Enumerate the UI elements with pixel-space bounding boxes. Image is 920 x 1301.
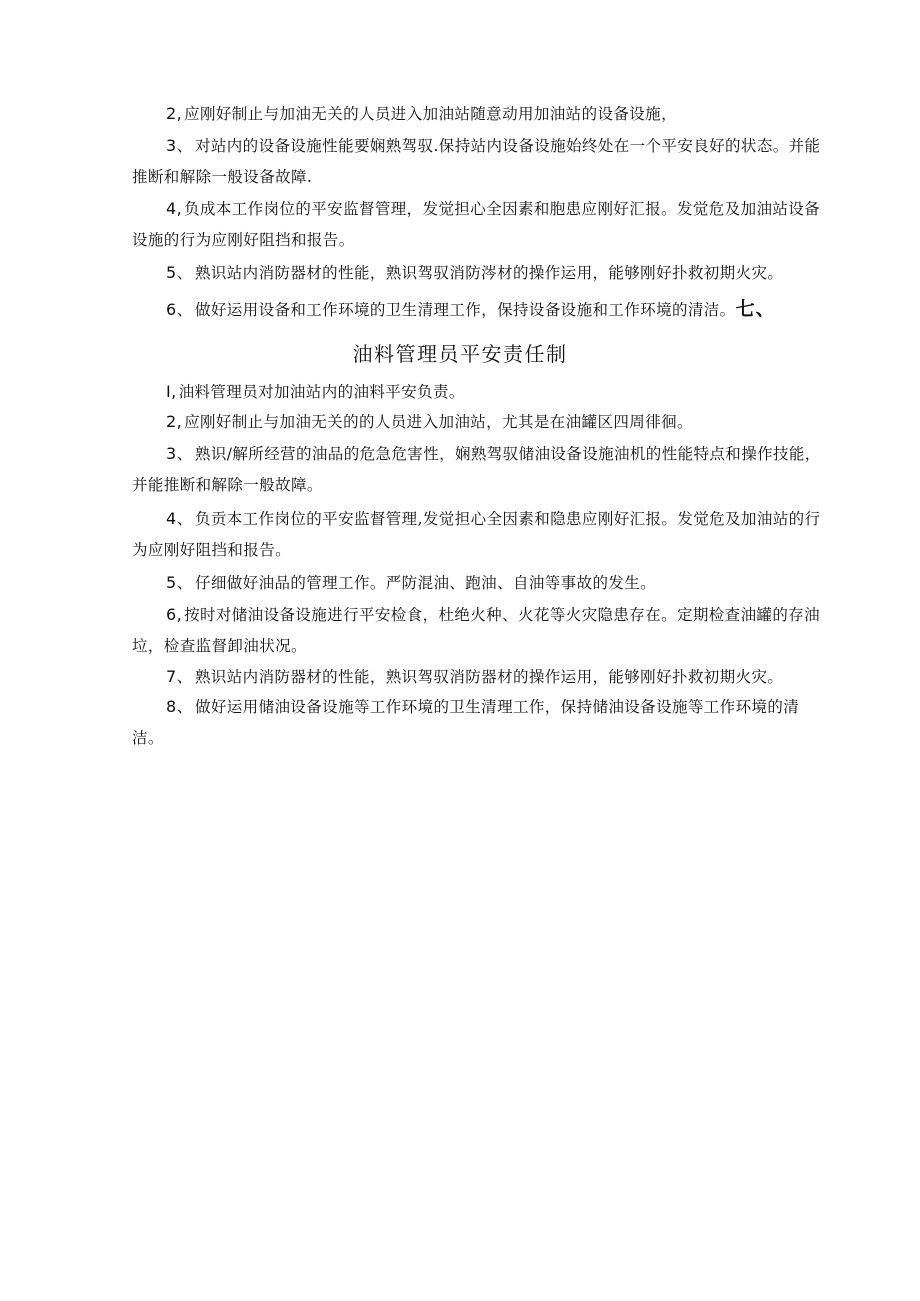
paragraph-item-5 [132, 257, 822, 289]
item-text: 负成本工作岗位的平安监督管理，发觉担心全因素和胞患应刚好汇报。发觉危及加油站设备设施的行为应刚好阻挡和报告。 [132, 200, 821, 249]
item-text: 按时对储油设备设施进行平安检食，杜绝火种、火花等火灾隐患存在。定期检查油罐的存油垃，检查监督卸油状况。 [132, 606, 821, 655]
paragraph-item-3 [132, 130, 822, 193]
paragraph-item-6 [132, 294, 822, 326]
item-text: 熟识/解所经营的油品的危急危害性，娴熟驾驭储油设备设施油机的性能特点和操作技能，并能推断和解除一般故障。 [132, 445, 821, 494]
item-text: 应刚好制止与加油无关的人员进入加油站随意动用加油站的设备设施， [184, 105, 677, 123]
item-number: 8、 [166, 697, 193, 716]
item-text: 做好运用储油设备设施等工作环境的卫生清理工作，保持储油设备设施等工作环境的清洁。 [132, 698, 800, 747]
paragraph-item-2 [132, 406, 822, 438]
paragraph-item-8 [132, 691, 822, 754]
section-title: 油料管理员平安责任制 [352, 342, 568, 366]
paragraph-item-1 [132, 376, 822, 408]
item-number: 2, [166, 104, 183, 123]
item-number: 4、 [166, 509, 193, 528]
item-number: 4, [166, 199, 183, 218]
paragraph-item-5 [132, 567, 822, 599]
paragraph-item-2 [132, 98, 822, 130]
item-text: 对站内的设备设施性能要娴熟驾驭.保持站内设备设施始终处在一个平安良好的状态。并能推断和解除一般设备故障. [132, 137, 821, 186]
item-number: 2, [166, 412, 183, 431]
paragraph-item-3 [132, 438, 822, 501]
paragraph-item-4 [132, 503, 822, 566]
item-number: 5、 [166, 573, 193, 592]
item-number: 3、 [166, 136, 193, 155]
item-text: 负贡本工作岗位的平安监督管理,发觉担心全因素和隐患应刚好汇报。发觉危及加油站的行为应刚好阻挡和报告。 [132, 510, 821, 559]
item-number: 5、 [166, 263, 193, 282]
item-text: 油料管理员对加油站内的油料平安负责。 [178, 383, 465, 401]
item-text: 仔细做好油品的管理工作。严防混油、跑油、自油等事故的发生。 [194, 574, 657, 592]
paragraph-item-4 [132, 193, 822, 256]
paragraph-item-7 [132, 661, 822, 693]
item-number: I, [166, 382, 177, 401]
item-number: 3、 [166, 444, 193, 463]
paragraph-item-6 [132, 599, 822, 662]
item-number: 7、 [166, 667, 193, 686]
item-text: 熟识站内消防器材的性能，熟识驾驭消防涔材的操作运用，能够刚好扑救初期火灾。 [194, 264, 784, 282]
item-number: 6、 [166, 300, 193, 319]
item-text: 应刚好制止与加油无关的的人员进入加油站，尤其是在油罐区四周徘徊。 [184, 413, 693, 431]
item-text: 熟识站内消防器材的性能，熟识驾驭消防器材的操作运用，能够刚好扑救初期火灾。 [194, 668, 784, 686]
item-text: 做好运用设备和工作环境的卫生清理工作，保持设备设施和工作环境的清洁。 [194, 301, 736, 319]
item-number: 6, [166, 605, 183, 624]
section-number-seven: 七、 [735, 298, 776, 320]
